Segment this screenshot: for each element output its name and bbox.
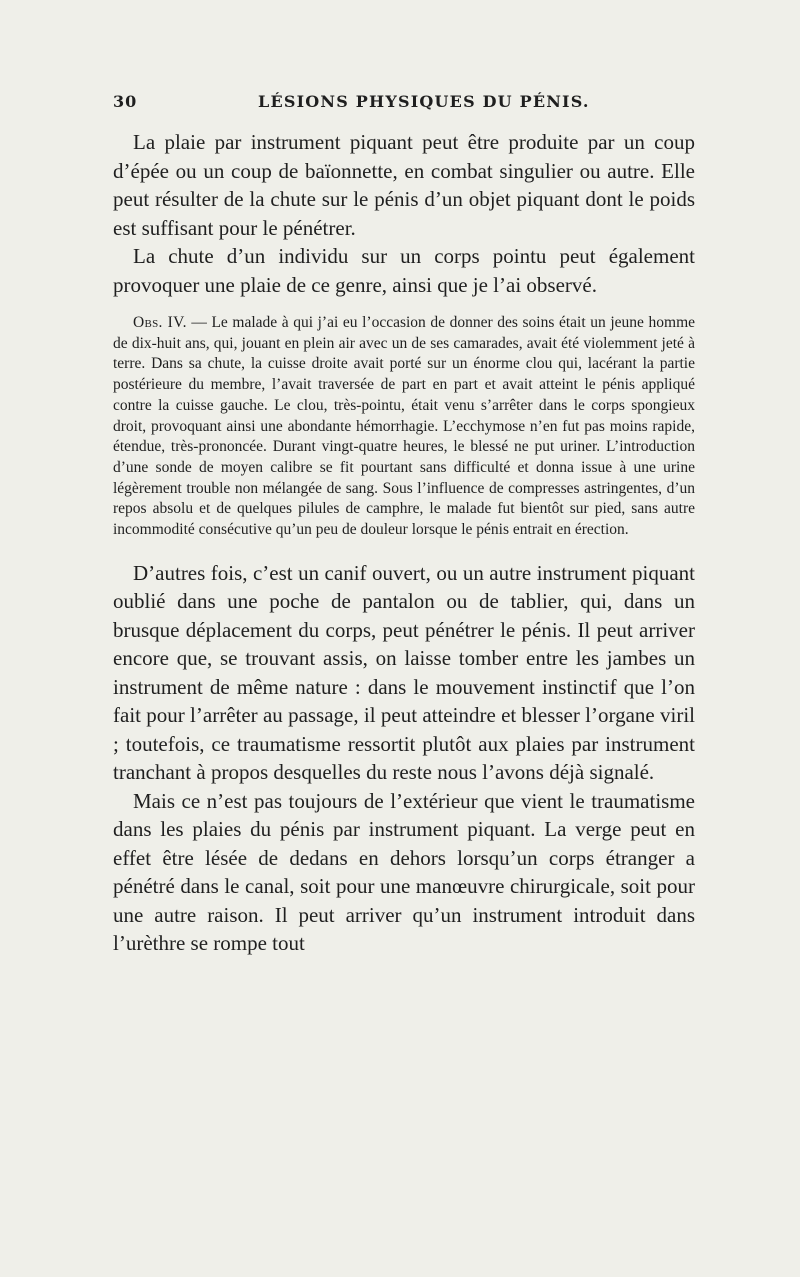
- observation-text: — Le malade à qui j’ai eu l’occasion de donner des soins était un jeune homme de dix-huit ans, qui, jouant en plein air avec un de ses camarades, avait été violemment jeté à terre. Dans sa chute, la cuisse droite avait porté sur un énorme clou qui, lacérant la partie postérieure du membre, l’avait traversée de part en part et avait atteint le pénis appliqué contre la cuisse gauche. Le clou, très-pointu, était venu s’arrêter dans le corps spongieux droit, provoquant ainsi une abondante hémorrhagie. L’ecchymose n’en fut pas moins rapide, étendue, très-prononcée. Durant vingt-quatre heures, le blessé ne put uriner. L’introduction d’une sonde de moyen calibre se fit pourtant sans difficulté et donna issue à une urine légèrement trouble non mélangée de sang. Sous l’influence de compresses astringentes, d’un repos absolu et de quelques pilules de camphre, le malade fut bientôt sur pied, sans autre incommodité consécutive qu’un peu de douleur lorsque le pénis entrait en érection.: [113, 314, 695, 539]
- running-title: LÉSIONS PHYSIQUES DU PÉNIS.: [258, 92, 590, 111]
- main-text: [113, 128, 695, 958]
- paragraph-4: Mais ce n’est pas toujours de l’extérieur que vient le traumatisme dans les plaies du pénis par instrument piquant. La verge peut en effet être lésée de dedans en dehors lorsqu’un corps étranger a pénétré dans le canal, soit pour une manœuvre chirurgicale, soit pour une autre raison. Il peut arriver qu’un instrument introduit dans l’urèthre se rompe tout: [113, 788, 695, 956]
- observation-label: Obs. IV.: [133, 314, 187, 331]
- page-number: 30: [113, 92, 138, 111]
- paragraph-1: La plaie par instrument piquant peut être produite par un coup d’épée ou un coup de baïonnette, en combat singulier ou autre. Elle peut résulter de la chute sur le pénis d’un objet piquant dont le poids est suffisant pour le pénétrer.: [113, 130, 695, 240]
- page-header: [113, 92, 687, 116]
- paragraph-3: D’autres fois, c’est un canif ouvert, ou un autre instrument piquant oublié dans une poche de pantalon ou de tablier, qui, dans un brusque déplacement du corps, peut pénétrer le pénis. Il peut arriver encore que, se trouvant assis, on laisse tomber entre les jambes un instrument de même nature : dans le mouvement instinctif que l’on fait pour l’arrêter au passage, il peut atteindre et blesser l’organe viril ; toutefois, ce traumatisme ressortit plutôt aux plaies par instrument tranchant à propos desquelles du reste nous l’avons déjà signalé.: [113, 560, 695, 785]
- paragraph-2: La chute d’un individu sur un corps pointu peut également provoquer une plaie de ce genre, ainsi que je l’ai observé.: [113, 244, 695, 297]
- observation-block: [113, 299, 695, 541]
